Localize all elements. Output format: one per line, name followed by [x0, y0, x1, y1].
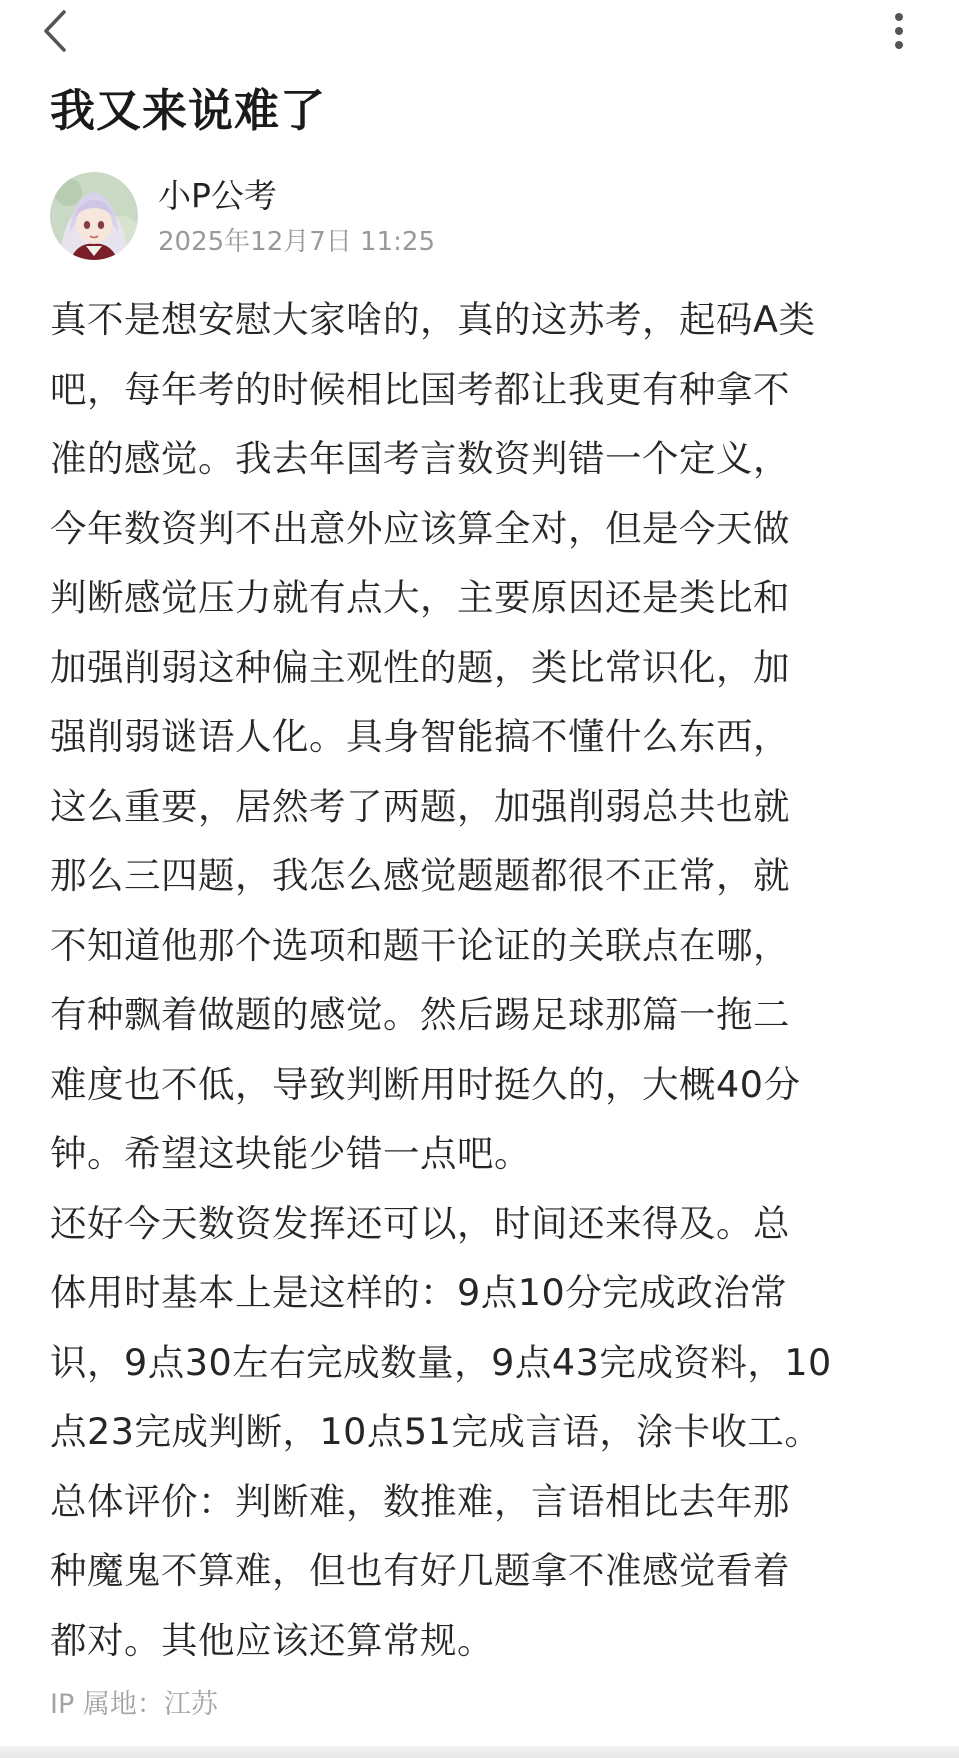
- post-body: 真不是想安慰大家啥的，真的这苏考，起码A类 吧，每年考的时候相比国考都让我更有种拿不 准的感觉。我去年国考言数资判错一个定义， 今年数资判不出意外应该算全对，但是今天做 判断感觉压力就有点大，主要原因还是类比和 加强削弱这种偏主观性的题，类比常识化，加 强削弱谜语人化。具身智能搞不懂什么东西， 这么重要，居然考了两题，加强削弱总共也就 那么三四题，我怎么感觉题题都很不正常，就 不知道他那个选项和题干论证的关联点在哪， 有种飘着做题的感觉。然后踢足球那篇一拖二 难度也不低，导致判断用时挺久的，大概40分 钟。希望这块能少错一点吧。 还好今天数资发挥还可以，时间还来得及。总 体用时基本上是这样的：9点10分完成政治常 识，9点30左右完成数量，9点43完成资料，10 点23完成判断，10点51完成言语，涂卡收工。 总体评价：判断难，数推难，言语相比去年那 种魔鬼不算难，但也有好几题拿不准感觉看着 都对。其他应该还算常规。: [50, 298, 832, 1662]
- author-info: [50, 170, 750, 260]
- chevron-left-icon: [38, 6, 78, 56]
- avatar[interactable]: [50, 172, 138, 260]
- vertical-dots-icon: [884, 6, 914, 56]
- more-options-button[interactable]: [884, 6, 914, 56]
- top-navigation-bar: [0, 0, 959, 60]
- anime-girl-avatar-icon: [50, 172, 138, 260]
- bottom-divider: [0, 1746, 959, 1758]
- author-name[interactable]: 小P公考: [158, 176, 277, 215]
- post-title: 我又来说难了: [50, 84, 327, 137]
- post-timestamp: 2025年12月7日 11:25: [158, 227, 435, 257]
- ip-location: IP 属地：江苏: [50, 1689, 218, 1720]
- back-button[interactable]: [38, 6, 78, 56]
